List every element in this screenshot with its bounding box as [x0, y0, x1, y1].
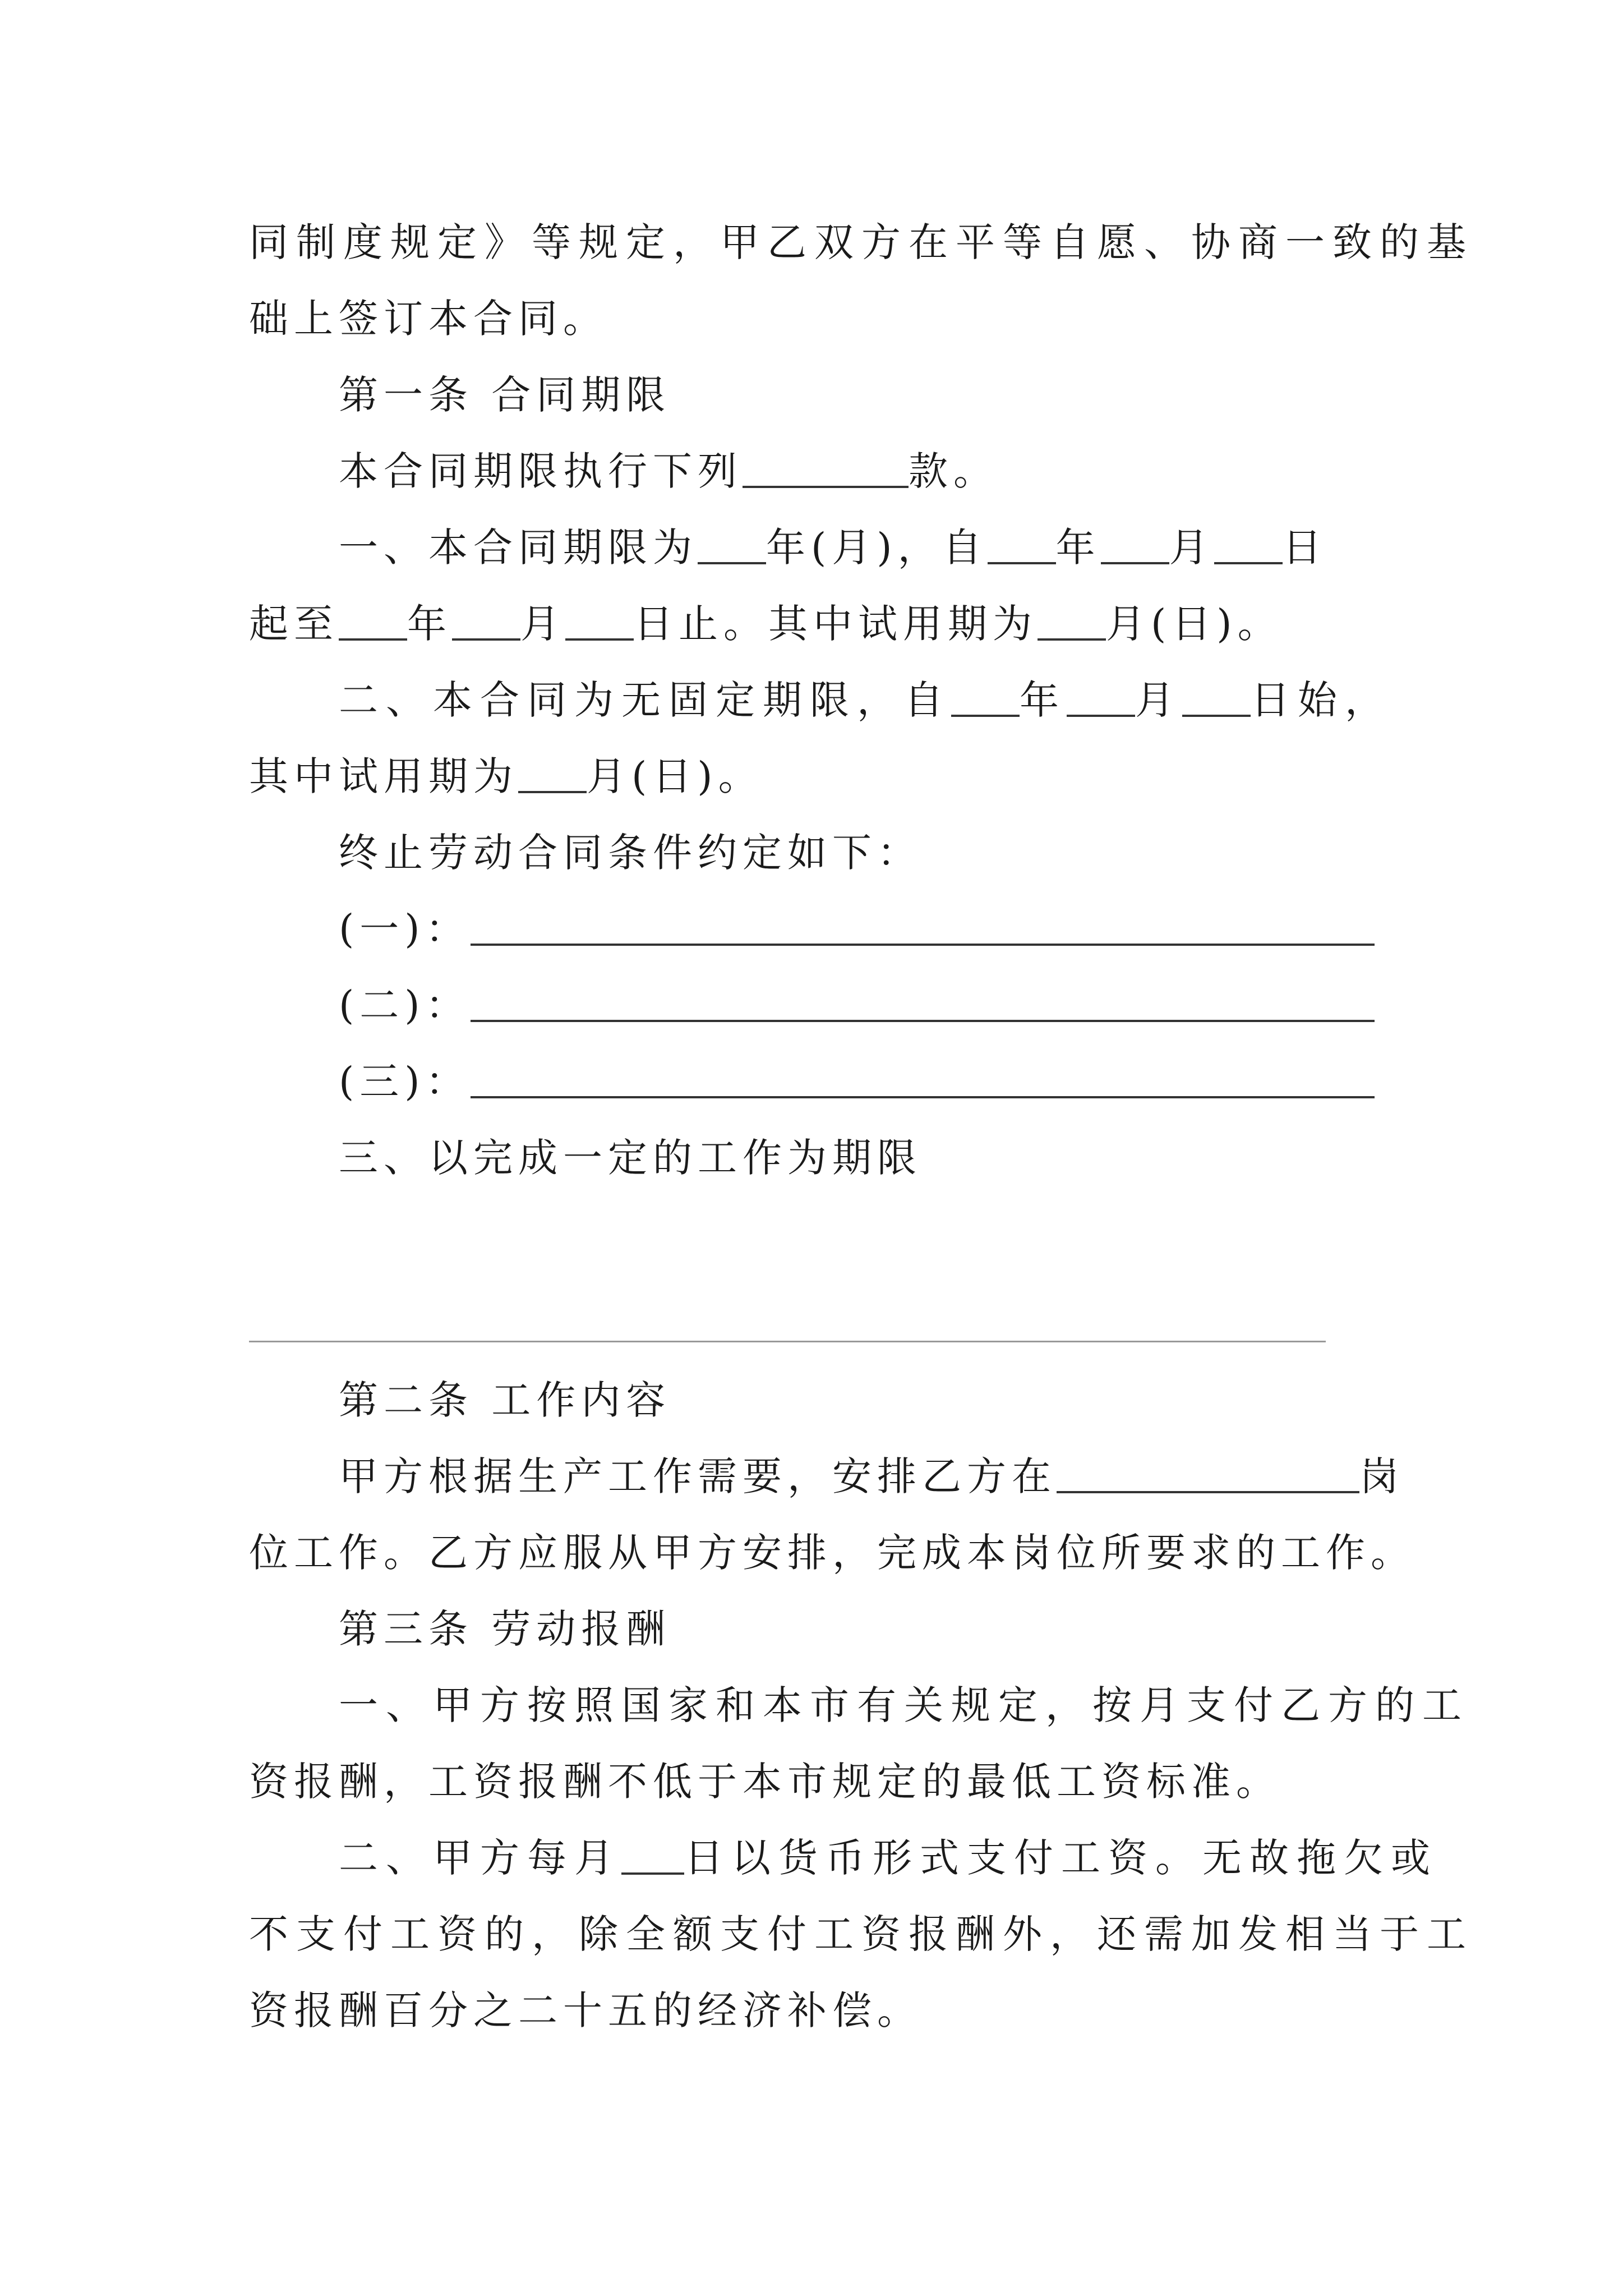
- work-text: 岗: [1359, 1453, 1404, 1499]
- intro-text-1: 同制度规定》等规定，甲乙双方在平等自愿、协商一致的基: [249, 219, 1474, 265]
- clause-select-suffix: 款。: [909, 448, 998, 494]
- term-text: 年(月)，自: [766, 524, 988, 570]
- condition-2-blank[interactable]: [471, 986, 1375, 1022]
- condition-1: [339, 901, 1375, 957]
- term-text: 年: [407, 601, 452, 647]
- term-text: 起至: [249, 601, 339, 647]
- start-year-blank[interactable]: [988, 528, 1056, 564]
- term-text: 日止。其中试用期为: [634, 601, 1038, 647]
- intro-text-2: 础上签订本合同。: [249, 296, 608, 342]
- pay-text: 日以货币形式支付工资。无故拖欠或: [684, 1835, 1438, 1881]
- term-item-1-line-1: [339, 519, 1327, 576]
- article-2-title: 第二条 工作内容: [339, 1377, 671, 1423]
- term-text: 二、本合同为无固定期限，自: [339, 677, 951, 723]
- intro-line-2: [249, 291, 608, 347]
- pay-item-1-line-1: 一、甲方按照国家和本市有关规定，按月支付乙方的工: [339, 1682, 1469, 1728]
- start-day-blank[interactable]: [1214, 528, 1283, 564]
- condition-3-blank[interactable]: [471, 1062, 1375, 1098]
- term-text: 月: [1169, 524, 1214, 570]
- condition-1-blank[interactable]: [471, 910, 1375, 946]
- termination-intro: 终止劳动合同条件约定如下：: [339, 830, 922, 876]
- condition-label: (三)：: [339, 1059, 471, 1105]
- start-month-blank[interactable]: [1101, 528, 1169, 564]
- term-item-2-line-1: [339, 672, 1392, 728]
- intro-line-1: [249, 214, 1474, 270]
- open-start-year-blank[interactable]: [951, 681, 1020, 717]
- clause-number-blank[interactable]: [743, 452, 909, 488]
- term-text: 月(日)。: [587, 753, 763, 799]
- page-divider: [249, 1341, 1326, 1342]
- term-text: 月(日)。: [1106, 601, 1283, 647]
- term-text: 年: [1020, 677, 1067, 723]
- pay-day-blank[interactable]: [621, 1839, 684, 1875]
- article-1-clause-select: [339, 443, 998, 499]
- term-item-1-line-2: [249, 596, 1283, 652]
- pay-item-2-line-3: 资报酬百分之二十五的经济补偿。: [249, 1987, 922, 2033]
- end-month-blank[interactable]: [452, 605, 520, 641]
- term-text: 一、本合同期限为: [339, 524, 698, 570]
- pay-text: 二、甲方每月: [339, 1835, 621, 1881]
- term-text: 年: [1055, 524, 1101, 570]
- term-text: 月: [520, 601, 565, 647]
- clause-select-prefix: 本合同期限执行下列: [339, 448, 743, 494]
- condition-label: (二)：: [339, 982, 471, 1028]
- position-blank[interactable]: [1057, 1457, 1359, 1493]
- work-text: 甲方根据生产工作需要，安排乙方在: [339, 1453, 1057, 1499]
- open-start-month-blank[interactable]: [1067, 681, 1135, 717]
- end-year-blank[interactable]: [339, 605, 407, 641]
- open-probation-blank[interactable]: [518, 757, 587, 793]
- article-1-title: 第一条 合同期限: [339, 372, 671, 418]
- condition-2: [339, 977, 1375, 1033]
- pay-item-2-line-1: [339, 1830, 1438, 1886]
- pay-item-2-line-2: 不支付工资的，除全额支付工资报酬外，还需加发相当于工: [249, 1911, 1474, 1957]
- article-3-title: 第三条 劳动报酬: [339, 1606, 671, 1652]
- pay-item-1-line-2: 资报酬，工资报酬不低于本市规定的最低工资标准。: [249, 1759, 1281, 1805]
- open-start-day-blank[interactable]: [1182, 681, 1251, 717]
- term-text: 日始，: [1251, 677, 1392, 723]
- work-content-line-1: [339, 1448, 1404, 1504]
- probation-blank[interactable]: [1038, 605, 1106, 641]
- end-day-blank[interactable]: [565, 605, 634, 641]
- condition-label: (一)：: [339, 906, 471, 952]
- term-text: 其中试用期为: [249, 753, 518, 799]
- term-text: 月: [1135, 677, 1182, 723]
- condition-3: [339, 1053, 1375, 1110]
- term-text: 日: [1282, 524, 1327, 570]
- term-item-3: 三、以完成一定的工作为期限: [339, 1135, 922, 1181]
- work-content-line-2: 位工作。乙方应服从甲方安排，完成本岗位所要求的工作。: [249, 1530, 1415, 1576]
- term-item-2-line-2: [249, 748, 763, 804]
- term-length-blank[interactable]: [698, 528, 766, 564]
